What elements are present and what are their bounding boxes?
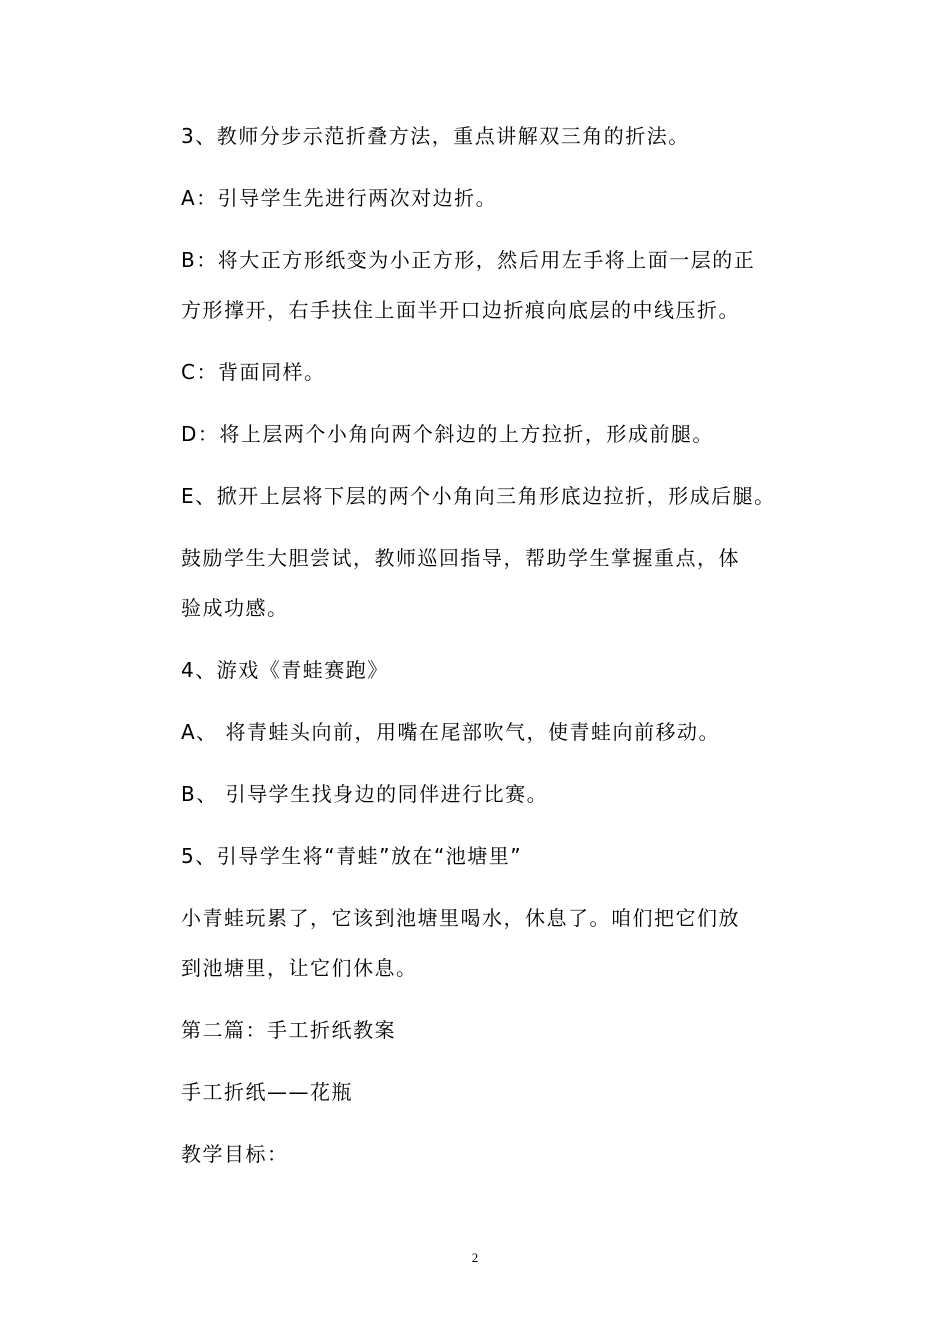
page-number: 2 bbox=[471, 1250, 479, 1265]
text-line-step4-a: A、 将青蛙头向前，用嘴在尾部吹气，使青蛙向前移动。 bbox=[181, 720, 721, 744]
text-line-step3: 3、教师分步示范折叠方法，重点讲解双三角的折法。 bbox=[181, 124, 690, 148]
section-heading: 第二篇：手工折纸教案 bbox=[181, 1018, 396, 1042]
text-line-step3-c: C：背面同样。 bbox=[181, 360, 326, 384]
text-line-frog-rest: 小青蛙玩累了，它该到池塘里喝水，休息了。咱们把它们放 bbox=[181, 906, 740, 930]
text-line-step3-e: E、掀开上层将下层的两个小角向三角形底边拉折，形成后腿。 bbox=[181, 484, 776, 508]
teaching-goals-label: 教学目标： bbox=[181, 1142, 289, 1166]
text-line-step3-d: D：将上层两个小角向两个斜边的上方拉折，形成前腿。 bbox=[181, 422, 714, 446]
text-line-step5: 5、引导学生将“青蛙”放在“池塘里” bbox=[181, 844, 523, 868]
lesson-title: 手工折纸——花瓶 bbox=[181, 1080, 353, 1104]
text-line-step3-b-cont: 方形撑开，右手扶住上面半开口边折痕向底层的中线压折。 bbox=[181, 298, 740, 322]
text-line-frog-rest-cont: 到池塘里，让它们休息。 bbox=[181, 956, 418, 980]
text-line-encourage: 鼓励学生大胆尝试，教师巡回指导，帮助学生掌握重点，体 bbox=[181, 546, 740, 570]
text-line-step3-b: B：将大正方形纸变为小正方形，然后用左手将上面一层的正 bbox=[181, 248, 756, 272]
text-line-step3-a: A：引导学生先进行两次对边折。 bbox=[181, 186, 498, 210]
text-line-encourage-cont: 验成功感。 bbox=[181, 596, 289, 620]
text-line-step4-b: B、 引导学生找身边的同伴进行比赛。 bbox=[181, 782, 549, 806]
text-line-step4: 4、游戏《青蛙赛跑》 bbox=[181, 658, 389, 682]
